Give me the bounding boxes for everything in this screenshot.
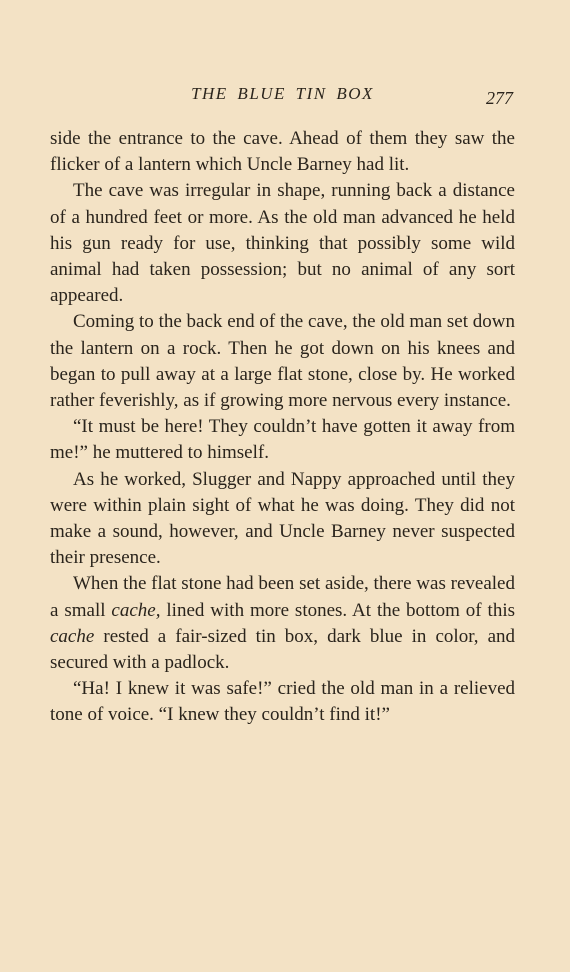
running-head — [50, 84, 515, 110]
text-run: side the entrance to the cave. Ahead of them they saw the flicker of a lantern which Uncle Barney had lit. — [50, 128, 515, 176]
text-run: “It must be here! They couldn’t have gotten it away from me!” he muttered to himself. — [50, 416, 515, 464]
paragraph — [50, 126, 515, 178]
text-run: lined with more stones. At the bottom of this — [160, 599, 515, 621]
text-run: Coming to the back end of the cave, the old man set down the lantern on a rock. Then he got down on his knees and began to pull away at a large flat stone, close by. He worked rather feverishly, as if growing more nervous every instance. — [50, 311, 515, 412]
paragraph — [50, 178, 515, 309]
text-run: rested a fair-sized tin box, dark blue in color, and secured with a padlock. — [50, 625, 515, 674]
text-run: The cave was irregular in shape, running back a distance of a hundred feet or more. As the old man advanced he held his gun ready for use, thinking that possibly some wild animal had taken possession; but no animal of any sort appeared. — [50, 180, 515, 307]
text-run: As he worked, Slugger and Nappy approached until they were within plain sight of what he was doing. They did not make a sound, however, and Uncle Barney never suspected their presence. — [50, 468, 515, 569]
body-text — [50, 126, 515, 729]
text-run: “Ha! I knew it was safe!” cried the old man in a relieved tone of voice. “I knew they couldn’t find it!” — [50, 678, 515, 726]
italic-text: cache — [50, 625, 95, 647]
italic-text: cache, — [111, 599, 161, 621]
paragraph — [50, 467, 515, 572]
page-number: 277 — [486, 88, 513, 108]
paragraph — [50, 676, 515, 728]
paragraph — [50, 309, 515, 414]
paragraph — [50, 571, 515, 676]
text-run: When the flat stone had been set aside, there was revealed a small — [50, 573, 515, 621]
chapter-title: THE BLUE TIN BOX — [191, 84, 374, 103]
paragraph — [50, 414, 515, 466]
